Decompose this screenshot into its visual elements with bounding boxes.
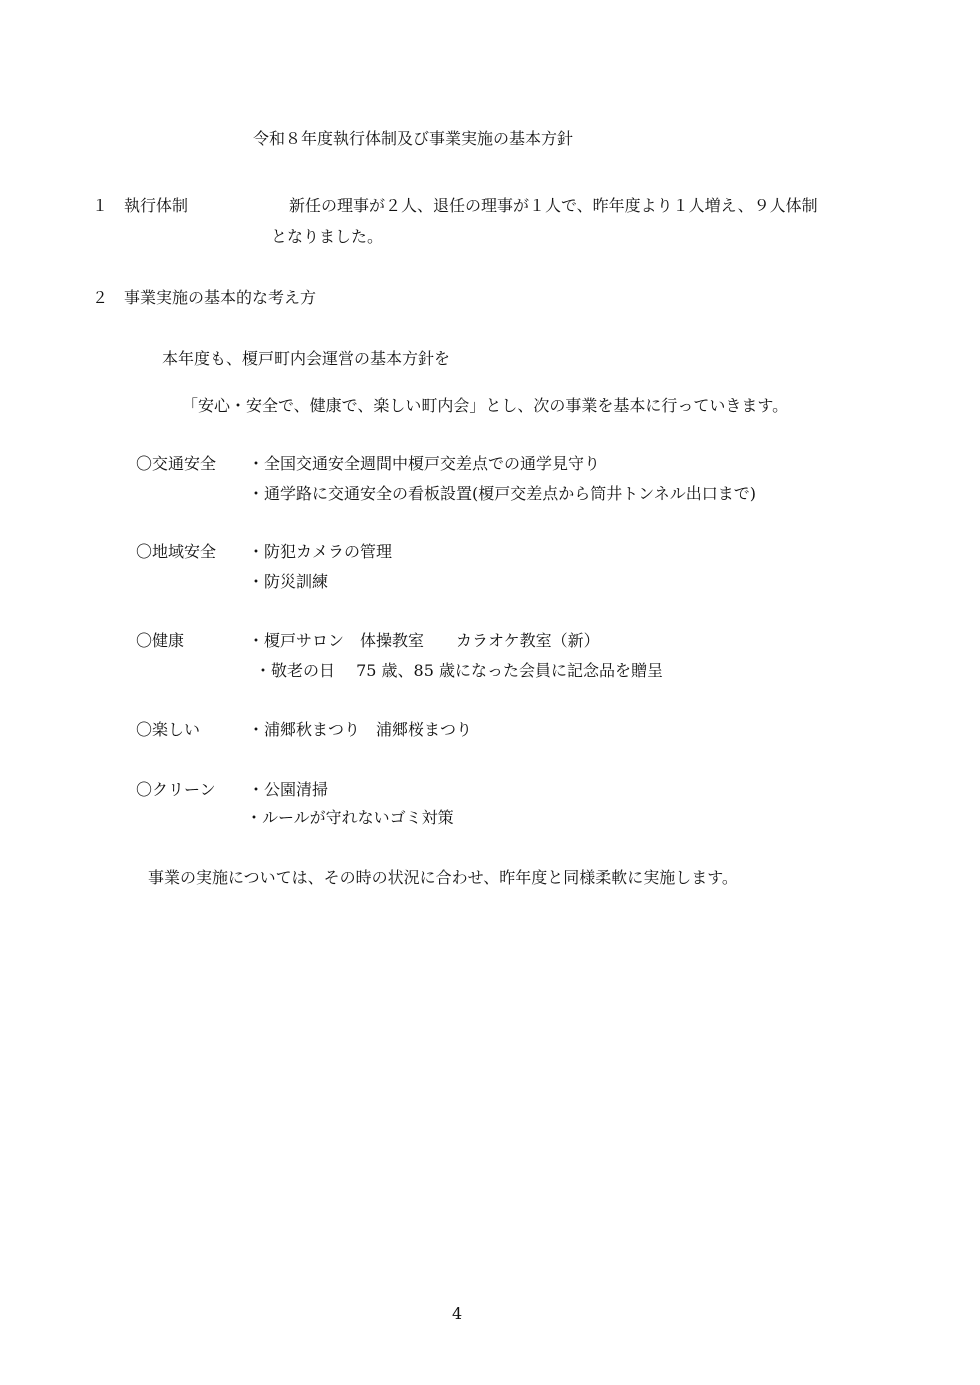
closing-text: 事業の実施については、その時の状況に合わせ、昨年度と同様柔軟に実施します。 [148,868,738,887]
category-label-fun: 〇楽しい [136,720,201,739]
section1-number: １ [92,196,109,215]
category-item: ・敬老の日 75 歳、85 歳になった会員に記念品を贈呈 [255,661,663,680]
category-item: ・防犯カメラの管理 [248,542,393,561]
page-number: 4 [452,1304,463,1323]
section2-number: ２ [92,288,109,307]
category-label-community-safety: 〇地域安全 [136,542,217,561]
category-item: ・通学路に交通安全の看板設置(榎戸交差点から筒井トンネル出口まで) [248,484,757,503]
category-item: ・浦郷秋まつり 浦郷桜まつり [248,720,473,739]
category-item: ・全国交通安全週間中榎戸交差点での通学見守り [248,454,601,473]
category-item: ・ルールが守れないゴミ対策 [246,808,454,827]
category-item: ・榎戸サロン 体操教室 カラオケ教室（新） [248,631,600,650]
category-item: ・防災訓練 [248,572,329,591]
category-label-clean: 〇クリーン [136,780,216,799]
section1-text-line1: 新任の理事が２人、退任の理事が１人で、昨年度より１人増え、９人体制 [289,196,818,215]
category-label-traffic-safety: 〇交通安全 [136,454,217,473]
section1-text-line2: となりました。 [271,227,384,246]
section1-heading: 執行体制 [124,196,189,215]
section2-intro-line1: 本年度も、榎戸町内会運営の基本方針を [162,349,451,368]
category-item: ・公園清掃 [248,780,329,799]
document-title: 令和８年度執行体制及び事業実施の基本方針 [253,129,574,148]
section2-intro-line2: 「安心・安全で、健康で、楽しい町内会」とし、次の事業を基本に行っていきます。 [182,396,789,415]
section2-heading: 事業実施の基本的な考え方 [124,288,317,307]
category-label-health: 〇健康 [136,631,185,650]
